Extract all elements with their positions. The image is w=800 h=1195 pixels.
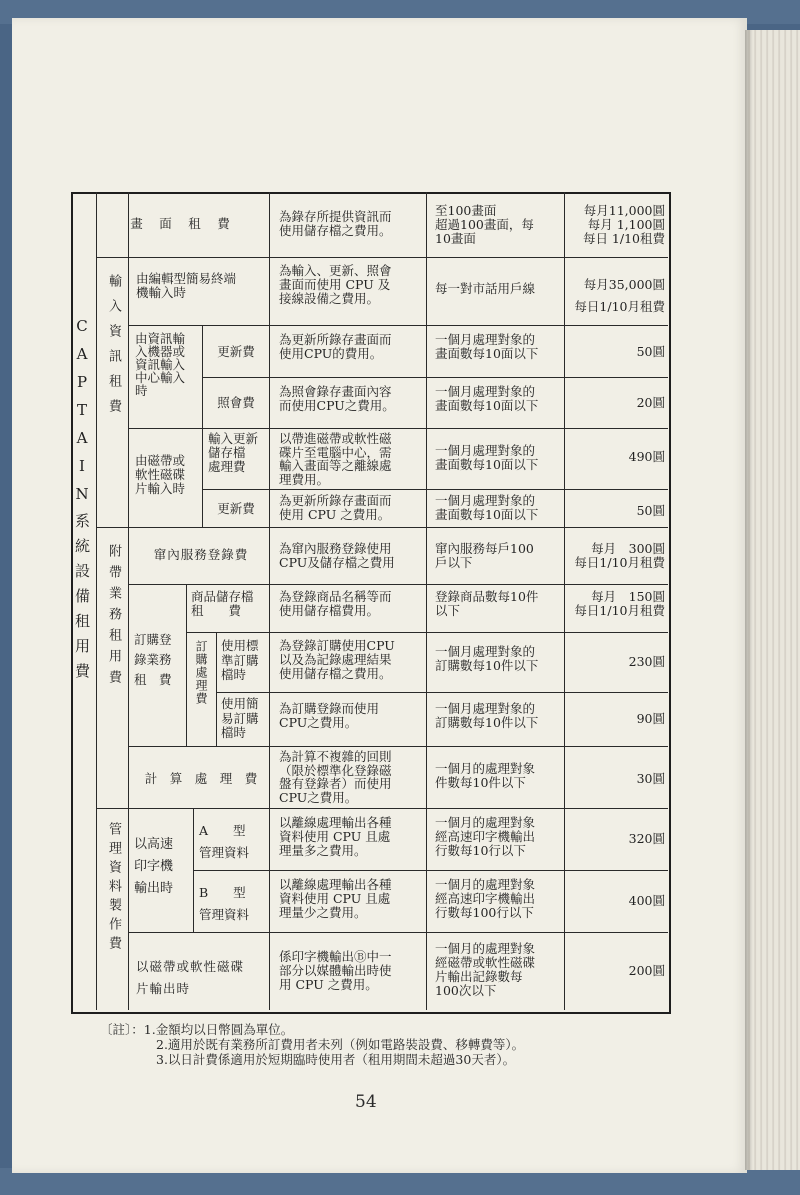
amount-update-fee-2: 50圓: [636, 503, 665, 518]
amount-shop-registration: 每月 300圓 每日1/10月租費: [574, 541, 665, 570]
unit-type-a-management: 一個月的處理對象 經高速印字機輸出 行數每10行以下: [435, 815, 536, 858]
unit-simple-order: 一個月處理對象的 訂購數每10件以下: [435, 701, 539, 730]
amount-inquiry-fee: 20圓: [636, 395, 665, 410]
unit-editor-terminal: 每一對市話用戶線: [435, 281, 536, 296]
item-standard-order: 使用標 準訂購 檔時: [221, 638, 259, 682]
desc-update-fee-1: 為更新所錄存畫面而 使用CPU的費用。: [279, 332, 392, 361]
item-update-fee-1: 更新費: [217, 344, 255, 359]
desc-simple-order: 為訂購登錄而使用 CPU之費用。: [279, 701, 380, 730]
amount-product-storage: 每月 150圓 每日1/10月租費: [574, 589, 665, 618]
page-shadow: [745, 30, 753, 1170]
item-simple-order: 使用簡 易訂購 檔時: [221, 696, 259, 740]
desc-type-a-management: 以離線處理輸出各種 資料使用 CPU 且處 理量多之費用。: [279, 815, 392, 858]
unit-product-storage: 登錄商品數每10件 以下: [435, 589, 539, 618]
section-addon-fee: 附帶業務租用費: [106, 544, 121, 691]
desc-shop-registration: 為窜內服務登錄使用 CPU及儲存檔之費用: [279, 541, 395, 570]
item-editor-terminal: 由編輯型簡易終端 機輸入時: [136, 271, 237, 300]
amount-screen-fee: 每月11,000圓 每月 1,100圓 每日 1/10租費: [582, 203, 665, 246]
unit-screen-fee: 至100畫面 超過100畫面，每 10畫面: [435, 203, 534, 246]
section-input-fee: 輸入資訊租費: [106, 274, 121, 424]
unit-inquiry-fee: 一個月處理對象的 畫面數每10面以下: [435, 384, 539, 413]
note-2: 2.適用於既有業務所訂費用者未列（例如電路裝設費、移轉費等）。: [156, 1037, 525, 1052]
desc-screen-fee: 為錄存所提供資訊而 使用儲存檔之費用。: [279, 209, 392, 238]
page-edges: [745, 30, 800, 1170]
item-tape-disk-output: 以磁帶或軟性磁碟 片輸出時: [136, 959, 245, 996]
amount-type-b-management: 400圓: [628, 893, 665, 908]
item-type-a-management: A 型 管理資料: [199, 823, 250, 860]
note-1: 1.金額均以日幣圓為單位。: [143, 1022, 294, 1037]
desc-calculation-processing: 為計算不複雜的回則 （限於標準化登錄磁 盤有登錄者）而使用 CPU之費用。: [279, 749, 392, 805]
desc-standard-order: 為登錄訂購使用CPU 以及為記錄處理結果 使用儲存檔之費用。: [279, 638, 395, 681]
unit-standard-order: 一個月處理對象的 訂購數每10件以下: [435, 644, 539, 673]
item-calculation-processing: 計 算 處 理 費: [144, 771, 258, 786]
item-product-storage: 商品儲存檔 租 費: [191, 589, 254, 618]
amount-simple-order: 90圓: [636, 711, 665, 726]
group-info-input-device: 由資訊輸 入機器或 資訊輸入 中心輸入 時: [135, 331, 186, 398]
amount-calculation-processing: 30圓: [636, 771, 665, 786]
amount-input-update-storage: 490圓: [628, 449, 665, 464]
amount-update-fee-1: 50圓: [636, 344, 665, 359]
item-shop-registration: 窜內服務登錄費: [153, 547, 249, 562]
desc-input-update-storage: 以帶進磁帶或軟性磁 碟片至電腦中心，需 輸入畫面等之離線處 理費用。: [279, 431, 392, 487]
page-number: 54: [355, 1092, 377, 1112]
unit-calculation-processing: 一個月的處理對象 件數每10件以下: [435, 761, 536, 790]
desc-product-storage: 為登錄商品名稱等而 使用儲存檔費用。: [279, 589, 392, 618]
unit-update-fee-1: 一個月處理對象的 畫面數每10面以下: [435, 332, 539, 361]
footnotes: [100, 1022, 700, 1067]
item-screen-fee: 畫 面 租 費: [130, 216, 232, 231]
desc-type-b-management: 以離線處理輸出各種 資料使用 CPU 且處 理量少之費用。: [279, 877, 392, 920]
unit-tape-disk-output: 一個月的處理對象 經磁帶或軟性磁碟 片輸出記錄數每 100次以下: [435, 941, 536, 998]
notes-label: 〔註〕：: [100, 1022, 144, 1037]
item-inquiry-fee: 照會費: [217, 395, 255, 410]
label-order-processing-fee: 訂購處理費: [194, 640, 208, 705]
section-mgmt-fee: 管理資料製作費: [106, 822, 121, 955]
item-update-fee-2: 更新費: [217, 501, 255, 516]
item-input-update-storage: 輸入更新 儲存檔 處理費: [208, 431, 259, 474]
amount-type-a-management: 320圓: [628, 831, 665, 846]
fee-table: [71, 192, 669, 1012]
group-high-speed-printer: 以高速 印字機 輸出時: [134, 837, 174, 896]
amount-standard-order: 230圓: [628, 654, 665, 669]
desc-tape-disk-output: 係印字機輸出Ⓑ中一 部分以媒體輸出時使 用 CPU 之費用。: [279, 949, 392, 992]
unit-update-fee-2: 一個月處理對象的 畫面數每10面以下: [435, 493, 539, 522]
unit-input-update-storage: 一個月處理對象的 畫面數每10面以下: [435, 443, 539, 472]
note-3: 3.以日計費係適用於短期臨時使用者（租用期間未超過30天者）。: [156, 1052, 516, 1067]
group-order-registration: 訂購登 錄業務 租 費: [134, 632, 172, 687]
amount-tape-disk-output: 200圓: [628, 963, 665, 978]
item-type-b-management: B 型 管理資料: [199, 885, 250, 922]
desc-inquiry-fee: 為照會錄存畫面內容 而使用CPU之費用。: [279, 384, 395, 413]
vertical-title: CAPTAIN系統設備租用費: [73, 317, 91, 688]
desc-update-fee-2: 為更新所錄存畫面而 使用 CPU 之費用。: [279, 493, 392, 522]
unit-shop-registration: 窜內服務每戶100 戶以下: [435, 541, 534, 570]
desc-editor-terminal: 為輸入、更新、照會 畫面而使用 CPU 及 接線設備之費用。: [279, 263, 392, 306]
group-tape-disk-input: 由磁帶或 軟性磁碟 片輸入時: [135, 453, 186, 496]
amount-editor-terminal: 每月35,000圓 每日1/10月租費: [574, 277, 665, 314]
unit-type-b-management: 一個月的處理對象 經高速印字機輸出 行數每100行以下: [435, 877, 536, 920]
